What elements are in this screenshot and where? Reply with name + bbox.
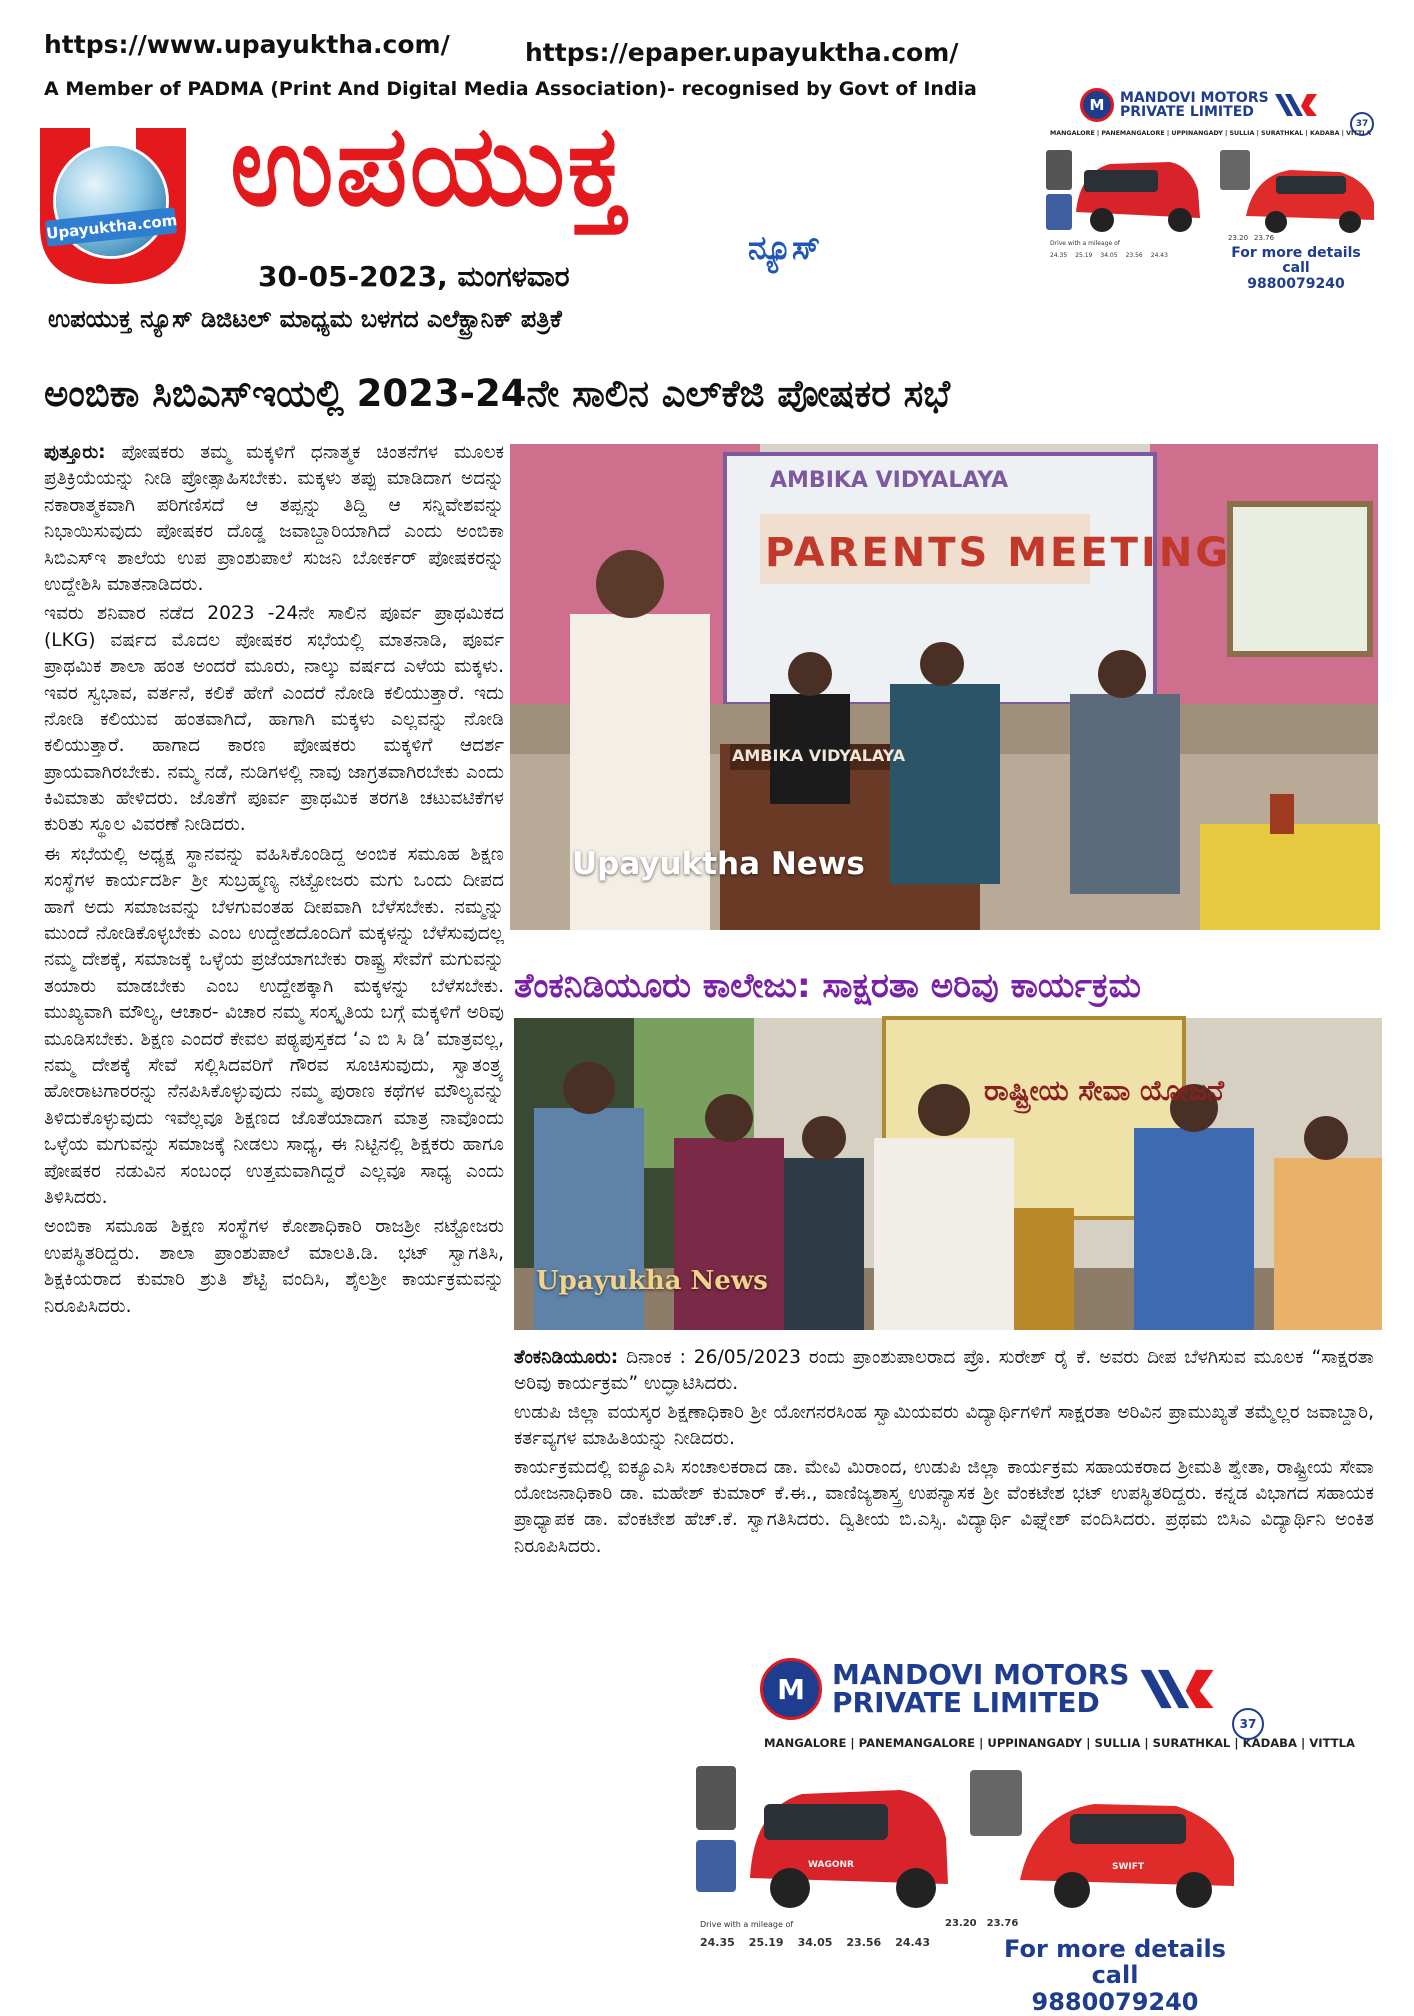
mileage-value: 23.56 [846,1936,882,1949]
mileage-value: 24.43 [1150,252,1168,259]
ad-company-line1: MANDOVI MOTORS [832,1658,1130,1691]
ad-logo-row [760,1658,1217,1720]
mileage-value: 34.05 [797,1936,833,1949]
anniversary-badge-icon: 37 [1350,112,1374,136]
main-headline: ಅಂಬಿಕಾ ಸಿಬಿಎಸ್‌ಇಯಲ್ಲಿ 2023-24ನೇ ಸಾಲಿನ ಎಲ್‌ಕೆಜಿ ಪೋಷಕರ ಸಭೆ [44,372,951,415]
ad-branches: MANGALORE | PANEMANGALORE | UPPINANGADY | SULLIA | SURATHKAL | KADABA | VITTLA [1050,130,1372,137]
ad-company-line2: PRIVATE LIMITED [1120,104,1254,120]
photo-caption: Upayukha News [536,1266,768,1296]
ad-mileage-values [700,1936,930,1949]
ad-company-line2: PRIVATE LIMITED [832,1686,1100,1719]
ad-swift-mileage [1228,234,1274,242]
second-headline: ತೆಂಕನಿಡಿಯೂರು ಕಾಲೇಜು: ಸಾಕ್ಷರತಾ ಅರಿವು ಕಾರ್ಯಕ್ರಮ [514,966,1142,1006]
anniversary-badge-icon: 37 [1232,1708,1264,1740]
story-paragraph: ಈ ಸಭೆಯಲ್ಲಿ ಅಧ್ಯಕ್ಷ ಸ್ಥಾನವನ್ನು ವಹಿಸಿಕೊಂಡಿದ್ದ ಅಂಬಿಕ ಸಮೂಹ ಶಿಕ್ಷಣ ಸಂಸ್ಥೆಗಳ ಕಾರ್ಯದರ್ಶಿ ಶ್ರೀ ಸುಬ್ರಹ್ಮಣ್ಯ ನಟ್ಟೋಜರು ಮಗು ಒಂದು ದೀಪದ ಹಾಗೆ ಅದು ಸಮಾಜವನ್ನು ಬೆಳಗುವಂತಹ ದೀಪವಾಗಿ ಬೆಳೆಸಬೇಕು. ನಮ್ಮನ್ನು ಮುಂದೆ ನೋಡಿಕೊಳ್ಳಬೇಕು ಎಂಬ ಉದ್ದೇಶದೊಂದಿಗೆ ಮಕ್ಕಳನ್ನು ಬೆಳೆಸುವುದಲ್ಲ ನಮ್ಮ ದೇಶಕ್ಕೆ, ಸಮಾಜಕ್ಕೆ ಒಳ್ಳೆಯ ಪ್ರಜೆಯಾಗಬೇಕು ರಾಷ್ಟ್ರ ಸೇವೆಗೆ ಮಗುವನ್ನು ತಯಾರು ಮಾಡಬೇಕು ಎಂಬ ಉದ್ದೇಶಕ್ಕಾಗಿ ಮಕ್ಕಳನ್ನು ಬೆಳೆಸಬೇಕು. ಮುಖ್ಯವಾಗಿ ಮೌಲ್ಯ, ಆಚಾರ- ವಿಚಾರ ನಮ್ಮ ಸಂಸ್ಕೃತಿಯ ಬಗ್ಗೆ ಮಕ್ಕಳಿಗೆ ಅರಿವು ಮೂಡಿಸಬೇಕು. ಶಿಕ್ಷಣ ಎಂದರೆ ಕೇವಲ ಪಠ್ಯಪುಸ್ತಕದ ‘ಎ ಬಿ ಸಿ ಡಿ’ ಮಾತ್ರವಲ್ಲ, ನಮ್ಮ ದೇಶಕ್ಕೆ ಸೇವೆ ಸಲ್ಲಿಸಿದವರಿಗೆ ಗೌರವ ಸೂಚಿಸುವುದು, ಸ್ವಾತಂತ್ರ್ಯ ಹೋರಾಟಗಾರರನ್ನು ನೆನಪಿಸಿಕೊಳ್ಳುವುದು ನಮ್ಮ ಪುರಾಣ ಕಥೆಗಳ ಮೌಲ್ಯವನ್ನು ತಿಳಿದುಕೊಳ್ಳುವುದು ಇವೆಲ್ಲವೂ ಶಿಕ್ಷಣದ ಜೊತೆಯಾದಾಗ ಮಾತ್ರ ನಾವೊಂದು ಒಳ್ಳೆಯ ಮಗುವನ್ನು ಸಮಾಜಕ್ಕೆ ನೀಡಲು ಸಾಧ್ಯ, ಈ ನಿಟ್ಟಿನಲ್ಲಿ ಶಿಕ್ಷಕರು ಹಾಗೂ ಪೋಷಕರ ನಡುವಿನ ಸಂಬಂಧ ಉತ್ತಮವಾಗಿದ್ದರೆ ಎಲ್ಲವೂ ಸಾಧ್ಯ ಎಂದು ತಿಳಿಸಿದರು. [44,843,504,1208]
ad-mileage-title: Drive with a mileage of [1050,240,1120,247]
story-paragraph [44,440,504,598]
brand-title: ಉಪಯುಕ್ತ [230,101,629,231]
swift-mileage-value: 23.76 [1254,234,1275,242]
paragraph-text: ದಿನಾಂಕ : 26/05/2023 ರಂದು ಪ್ರಾಂಶುಪಾಲರಾದ ಪ್ರೊ. ಸುರೇಶ್ ರೈ ಕೆ. ಅವರು ದೀಪ ಬೆಳಗಿಸುವ ಮೂಲಕ “ಸಾಕ್ಷರತಾ ಅರಿವು ಕಾರ್ಯಕ್ರಮ” ಉದ್ಘಾಟಿಸಿದರು. [514,1347,1374,1395]
swift-mileage-value: 23.20 [945,1918,977,1929]
logo-caption: Upayuktha.com [45,207,177,246]
ad-call-to-action[interactable] [1216,246,1376,292]
mileage-value: 24.35 [700,1936,735,1949]
photo-caption: Upayuktha News [572,846,865,882]
suzuki-logo-icon [1137,1666,1217,1712]
photo-banner-nss: ರಾಷ್ಟ್ರೀಯ ಸೇವಾ ಯೋಜನೆ [984,1074,1224,1107]
ad-call-to-action[interactable] [990,1936,1240,2015]
story-paragraph [514,1345,1374,1398]
ad-branches: MANGALORE | PANEMANGALORE | UPPINANGADY | SULLIA | SURATHKAL | KADABA | VITTLA [764,1736,1356,1750]
wagonr-model-label: WAGONR [808,1860,854,1870]
mileage-value: 34.05 [1100,252,1118,259]
ad-company-name [832,1658,1130,1719]
mandovi-badge-icon: M [1080,88,1114,122]
car-pair-icon [1040,142,1384,238]
podium-label: AMBIKA VIDYALAYA [732,746,906,765]
literacy-program-photo [514,1018,1382,1330]
photo-banner-school: AMBIKA VIDYALAYA [770,468,1009,493]
ad-phone-number[interactable]: 9880079240 [1031,1987,1199,2016]
ad-swift-mileage [945,1918,1018,1929]
story-ambika-lkg-parents-meeting [44,440,504,1995]
dateline: ಪುತ್ತೂರು: [44,442,106,463]
paragraph-text: ಪೋಷಕರು ತಮ್ಮ ಮಕ್ಕಳಿಗೆ ಧನಾತ್ಮಕ ಚಿಂತನೆಗಳ ಮೂಲಕ ಪ್ರತಿಕ್ರಿಯೆಯನ್ನು ನೀಡಿ ಪ್ರೋತ್ಸಾಹಿಸಬೇಕು. ಮಕ್ಕಳು ತಪ್ಪು ಮಾಡಿದಾಗ ಅದನ್ನು ನಕಾರಾತ್ಮಕವಾಗಿ ಪರಿಗಣಿಸದೆ ಆ ತಪ್ಪನ್ನು ತಿದ್ದಿ ಆ ಸನ್ನಿವೇಶವನ್ನು ನಿಭಾಯಿಸುವುದು ಪೋಷಕರ ದೊಡ್ಡ ಜವಾಬ್ದಾರಿಯಾಗಿದೆ ಎಂದು ಅಂಬಿಕಾ ಸಿಬಿಎಸ್‌ಇ ಶಾಲೆಯ ಉಪ ಪ್ರಾಂಶುಪಾಲೆ ಸುಜನಿ ಬೋರ್ಕರ್ ಪೋಷಕರನ್ನು ಉದ್ದೇಶಿಸಿ ಮಾತನಾಡಿದರು. [44,442,504,595]
ad-mileage-title: Drive with a mileage of [700,1920,794,1929]
brand-subtitle: ನ್ಯೂಸ್ [748,228,821,267]
membership-line: A Member of PADMA (Print And Digital Media Association)- recognised by Govt of India [44,78,977,100]
ad-company-name [1120,91,1269,119]
ad-company-line1: MANDOVI MOTORS [1120,90,1269,106]
mandovi-badge-icon: M [760,1658,822,1720]
story-tenkanidiyur-literacy [514,1345,1414,1645]
ad-call-text: For more details call [1004,1935,1226,1990]
swift-mileage-value: 23.76 [986,1918,1019,1929]
ad-logo-row [1080,88,1319,122]
mileage-value: 24.35 [1050,252,1068,259]
ad-call-text: For more details call [1231,245,1361,277]
epaper-link[interactable]: https://epaper.upayuktha.com/ [525,38,959,67]
story-paragraph: ಇವರು ಶನಿವಾರ ನಡೆದ 2023 -24ನೇ ಸಾಲಿನ ಪೂರ್ವ ಪ್ರಾಥಮಿಕದ (LKG) ವರ್ಷದ ಮೊದಲ ಪೋಷಕರ ಸಭೆಯಲ್ಲಿ ಮಾತನಾಡಿ, ಪೂರ್ವ ಪ್ರಾಥಮಿಕ ಶಾಲಾ ಹಂತ ಅಂದರೆ ಮೂರು, ನಾಲ್ಕು ವರ್ಷದ ಎಳೆಯ ಮಕ್ಕಳು. ಇವರ ಸ್ವಭಾವ, ವರ್ತನೆ, ಕಲಿಕೆ ಹೇಗೆ ಎಂದರೆ ನೋಡಿ ಕಲಿಯುತ್ತಾರೆ. ಇದು ನೋಡಿ ಕಲಿಯುವ ಹಂತವಾಗಿದೆ, ಹಾಗಾಗಿ ಮಕ್ಕಳು ಎಲ್ಲವನ್ನು ನೋಡಿ ಕಲಿಯುತ್ತಾರೆ. ಹಾಗಾದ ಕಾರಣ ಪೋಷಕರು ಮಕ್ಕಳಿಗೆ ಆದರ್ಶ ಪ್ರಾಯವಾಗಿರಬೇಕು. ನಮ್ಮ ನಡೆ, ನುಡಿಗಳಲ್ಲಿ ನಾವು ಜಾಗ್ರತವಾಗಿರಬೇಕು ಎಂದು ಕಿವಿಮಾತು ಹೇಳಿದರು. ಜೊತೆಗೆ ಪೂರ್ವ ಪ್ರಾಥಮಿಕ ತರಗತಿ ಚಟುವಟಿಕೆಗಳ ಕುರಿತು ಸ್ಥೂಲ ವಿವರಣೆ ನೀಡಿದರು. [44,603,504,836]
car-pair-icon [690,1760,1270,1910]
mandovi-motors-ad-top[interactable] [1040,80,1384,290]
dateline: ತೆಂಕನಿಡಿಯೂರು: [514,1347,619,1368]
story-paragraph: ಉಡುಪಿ ಜಿಲ್ಲಾ ವಯಸ್ಕರ ಶಿಕ್ಷಣಾಧಿಕಾರಿ ಶ್ರೀ ಯೋಗನರಸಿಂಹ ಸ್ವಾಮಿಯವರು ವಿದ್ಯಾರ್ಥಿಗಳಿಗೆ ಸಾಕ್ಷರತಾ ಅರಿವಿನ ಪ್ರಾಮುಖ್ಯತೆ ತಮ್ಮೆಲ್ಲರ ಜವಾಬ್ದಾರಿ, ಕರ್ತವ್ಯಗಳ ಮಾಹಿತಿಯನ್ನು ನೀಡಿದರು. [514,1401,1374,1450]
suzuki-logo-icon [1273,92,1319,118]
mileage-value: 25.19 [748,1936,784,1949]
parents-meeting-photo [510,444,1378,930]
swift-mileage-value: 23.20 [1228,234,1249,242]
mileage-value: 23.56 [1125,252,1143,259]
issue-date: 30-05-2023, ಮಂಗಳವಾರ [258,260,570,293]
website-link[interactable]: https://www.upayuktha.com/ [44,30,450,59]
swift-model-label: SWIFT [1112,1862,1145,1872]
ad-mileage-values [1050,252,1168,259]
mileage-value: 25.19 [1075,252,1093,259]
ad-phone-number[interactable]: 9880079240 [1247,275,1345,292]
story-paragraph: ಅಂಬಿಕಾ ಸಮೂಹ ಶಿಕ್ಷಣ ಸಂಸ್ಥೆಗಳ ಕೋಶಾಧಿಕಾರಿ ರಾಜಶ್ರೀ ನಟ್ಟೋಜರು ಉಪಸ್ಥಿತರಿದ್ದರು. ಶಾಲಾ ಪ್ರಾಂಶುಪಾಲೆ ಮಾಲತಿ.ಡಿ. ಭಟ್ ಸ್ವಾಗತಿಸಿ, ಶಿಕ್ಷಕಿಯರಾದ ಕುಮಾರಿ ಶ್ರುತಿ ಶೆಟ್ಟಿ ವಂದಿಸಿ, ಶೈಲಶ್ರೀ ಕಾರ್ಯಕ್ರಮವನ್ನು ನಿರೂಪಿಸಿದರು. [44,1216,504,1317]
mandovi-motors-ad-bottom[interactable] [690,1650,1356,2016]
mileage-value: 24.43 [895,1936,930,1949]
story-paragraph: ಕಾರ್ಯಕ್ರಮದಲ್ಲಿ ಐಕ್ಯೂಎಸಿ ಸಂಚಾಲಕರಾದ ಡಾ. ಮೇವಿ ಮಿರಾಂದ, ಉಡುಪಿ ಜಿಲ್ಲಾ ಕಾರ್ಯಕ್ರಮ ಸಹಾಯಕರಾದ ಶ್ರೀಮತಿ ಶ್ವೇತಾ, ರಾಷ್ಟ್ರೀಯ ಸೇವಾ ಯೋಜನಾಧಿಕಾರಿ ಡಾ. ಮಹೇಶ್ ಕುಮಾರ್ ಕೆ.ಈ., ವಾಣಿಜ್ಯಶಾಸ್ತ್ರ ಉಪನ್ಯಾಸಕ ಶ್ರೀ ವೆಂಕಟೇಶ ಭಟ್ ಉಪಸ್ಥಿತರಿದ್ದರು. ಕನ್ನಡ ವಿಭಾಗದ ಸಹಾಯಕ ಪ್ರಾಧ್ಯಾಪಕ ಡಾ. ವೆಂಕಟೇಶ ಹೆಚ್.ಕೆ. ಸ್ವಾಗತಿಸಿದರು. ದ್ವಿತೀಯ ಬಿ.ಎಸ್ಸಿ. ವಿದ್ಯಾರ್ಥಿ ವಿಘ್ನೇಶ್ ವಂದಿಸಿದರು. ಪ್ರಥಮ ಬಿಸಿಎ ವಿದ್ಯಾರ್ಥಿನಿ ಅಂಕಿತ ನಿರೂಪಿಸಿದರು. [514,1456,1374,1557]
tagline: ಉಪಯುಕ್ತ ನ್ಯೂಸ್ ಡಿಜಿಟಲ್ ಮಾಧ್ಯಮ ಬಳಗದ ಎಲೆಕ್ಟ್ರಾನಿಕ್ ಪತ್ರಿಕೆ [48,305,562,333]
photo-banner-event: PARENTS MEETING [765,530,1232,576]
upayuktha-logo[interactable] [40,128,220,286]
